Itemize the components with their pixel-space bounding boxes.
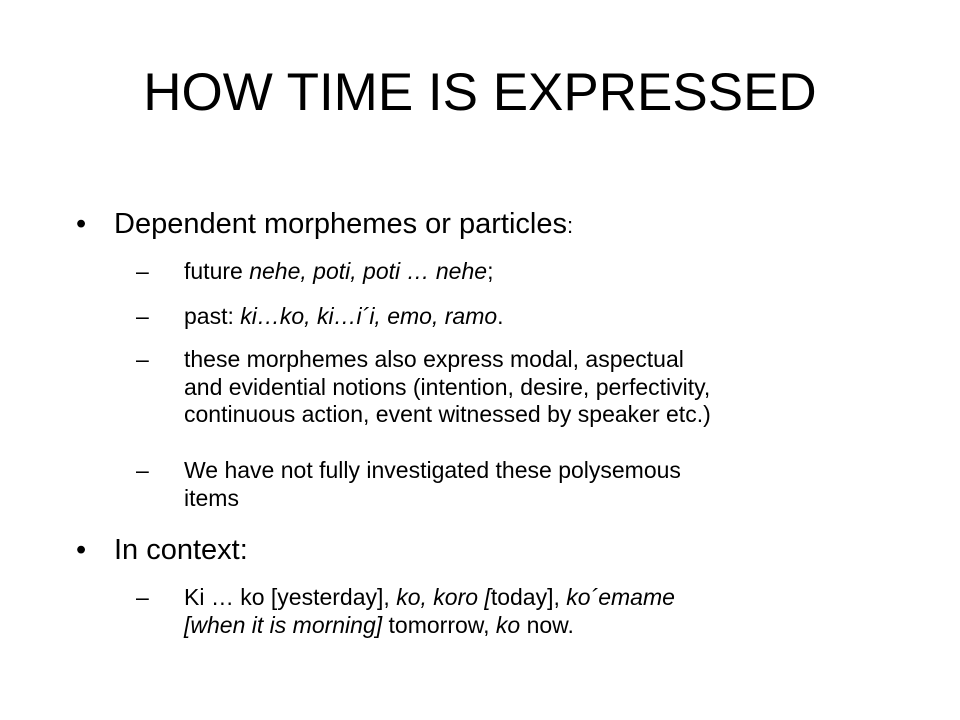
- sub-dash: –: [136, 258, 149, 284]
- text-run: these morphemes also express modal, aspectual: [184, 346, 684, 372]
- text-line: [184, 374, 924, 402]
- slide-title: HOW TIME IS EXPRESSED: [143, 63, 817, 122]
- text-run: future: [184, 258, 250, 284]
- sub-dash: –: [136, 457, 149, 483]
- text-line: [184, 584, 924, 612]
- text-run: .: [497, 303, 504, 329]
- sub-dash: –: [136, 346, 149, 372]
- bullet-label: Dependent morphemes or particles: [114, 208, 567, 240]
- italic-run: ki…ko, ki…i´i, emo, ramo: [240, 303, 498, 329]
- text-line: [184, 346, 924, 374]
- bullet-dot: •: [76, 208, 87, 240]
- text-run: Ki … ko [yesterday],: [184, 584, 397, 610]
- italic-run: ko, koro [: [396, 584, 491, 610]
- text-line: [184, 401, 924, 429]
- sub-dash: –: [136, 303, 149, 329]
- italic-run: [when it is morning]: [184, 611, 383, 638]
- sub-text: [184, 303, 924, 331]
- bullet-text: [114, 533, 248, 569]
- italic-run: ko: [495, 611, 521, 638]
- bullet-text: [114, 207, 573, 243]
- text-line: [184, 303, 924, 331]
- text-line: [184, 258, 924, 286]
- text-run: past:: [184, 303, 241, 329]
- text-line: [184, 485, 924, 513]
- sub-text: [184, 457, 924, 512]
- sub-text: [184, 258, 924, 286]
- bullet-label: In context:: [114, 534, 248, 566]
- bullet-dot: •: [76, 534, 87, 566]
- text-run: items: [184, 484, 239, 511]
- italic-run: ko´emame: [566, 584, 675, 610]
- text-run: today],: [490, 584, 567, 610]
- text-line: [184, 612, 924, 640]
- text-run: now.: [520, 611, 574, 638]
- italic-run: nehe, poti, poti … nehe: [249, 258, 488, 284]
- sub-dash: –: [136, 584, 149, 610]
- text-run: We have not fully investigated these polysemous: [184, 457, 681, 483]
- text-line: [184, 457, 924, 485]
- text-run: ;: [487, 258, 494, 284]
- bullet-suffix: :: [566, 213, 574, 238]
- text-run: and evidential notions (intention, desire, perfectivity,: [184, 373, 711, 400]
- sub-text: [184, 346, 924, 429]
- sub-text: [184, 584, 924, 639]
- text-run: tomorrow,: [382, 611, 496, 638]
- text-run: continuous action, event witnessed by speaker etc.): [184, 401, 711, 427]
